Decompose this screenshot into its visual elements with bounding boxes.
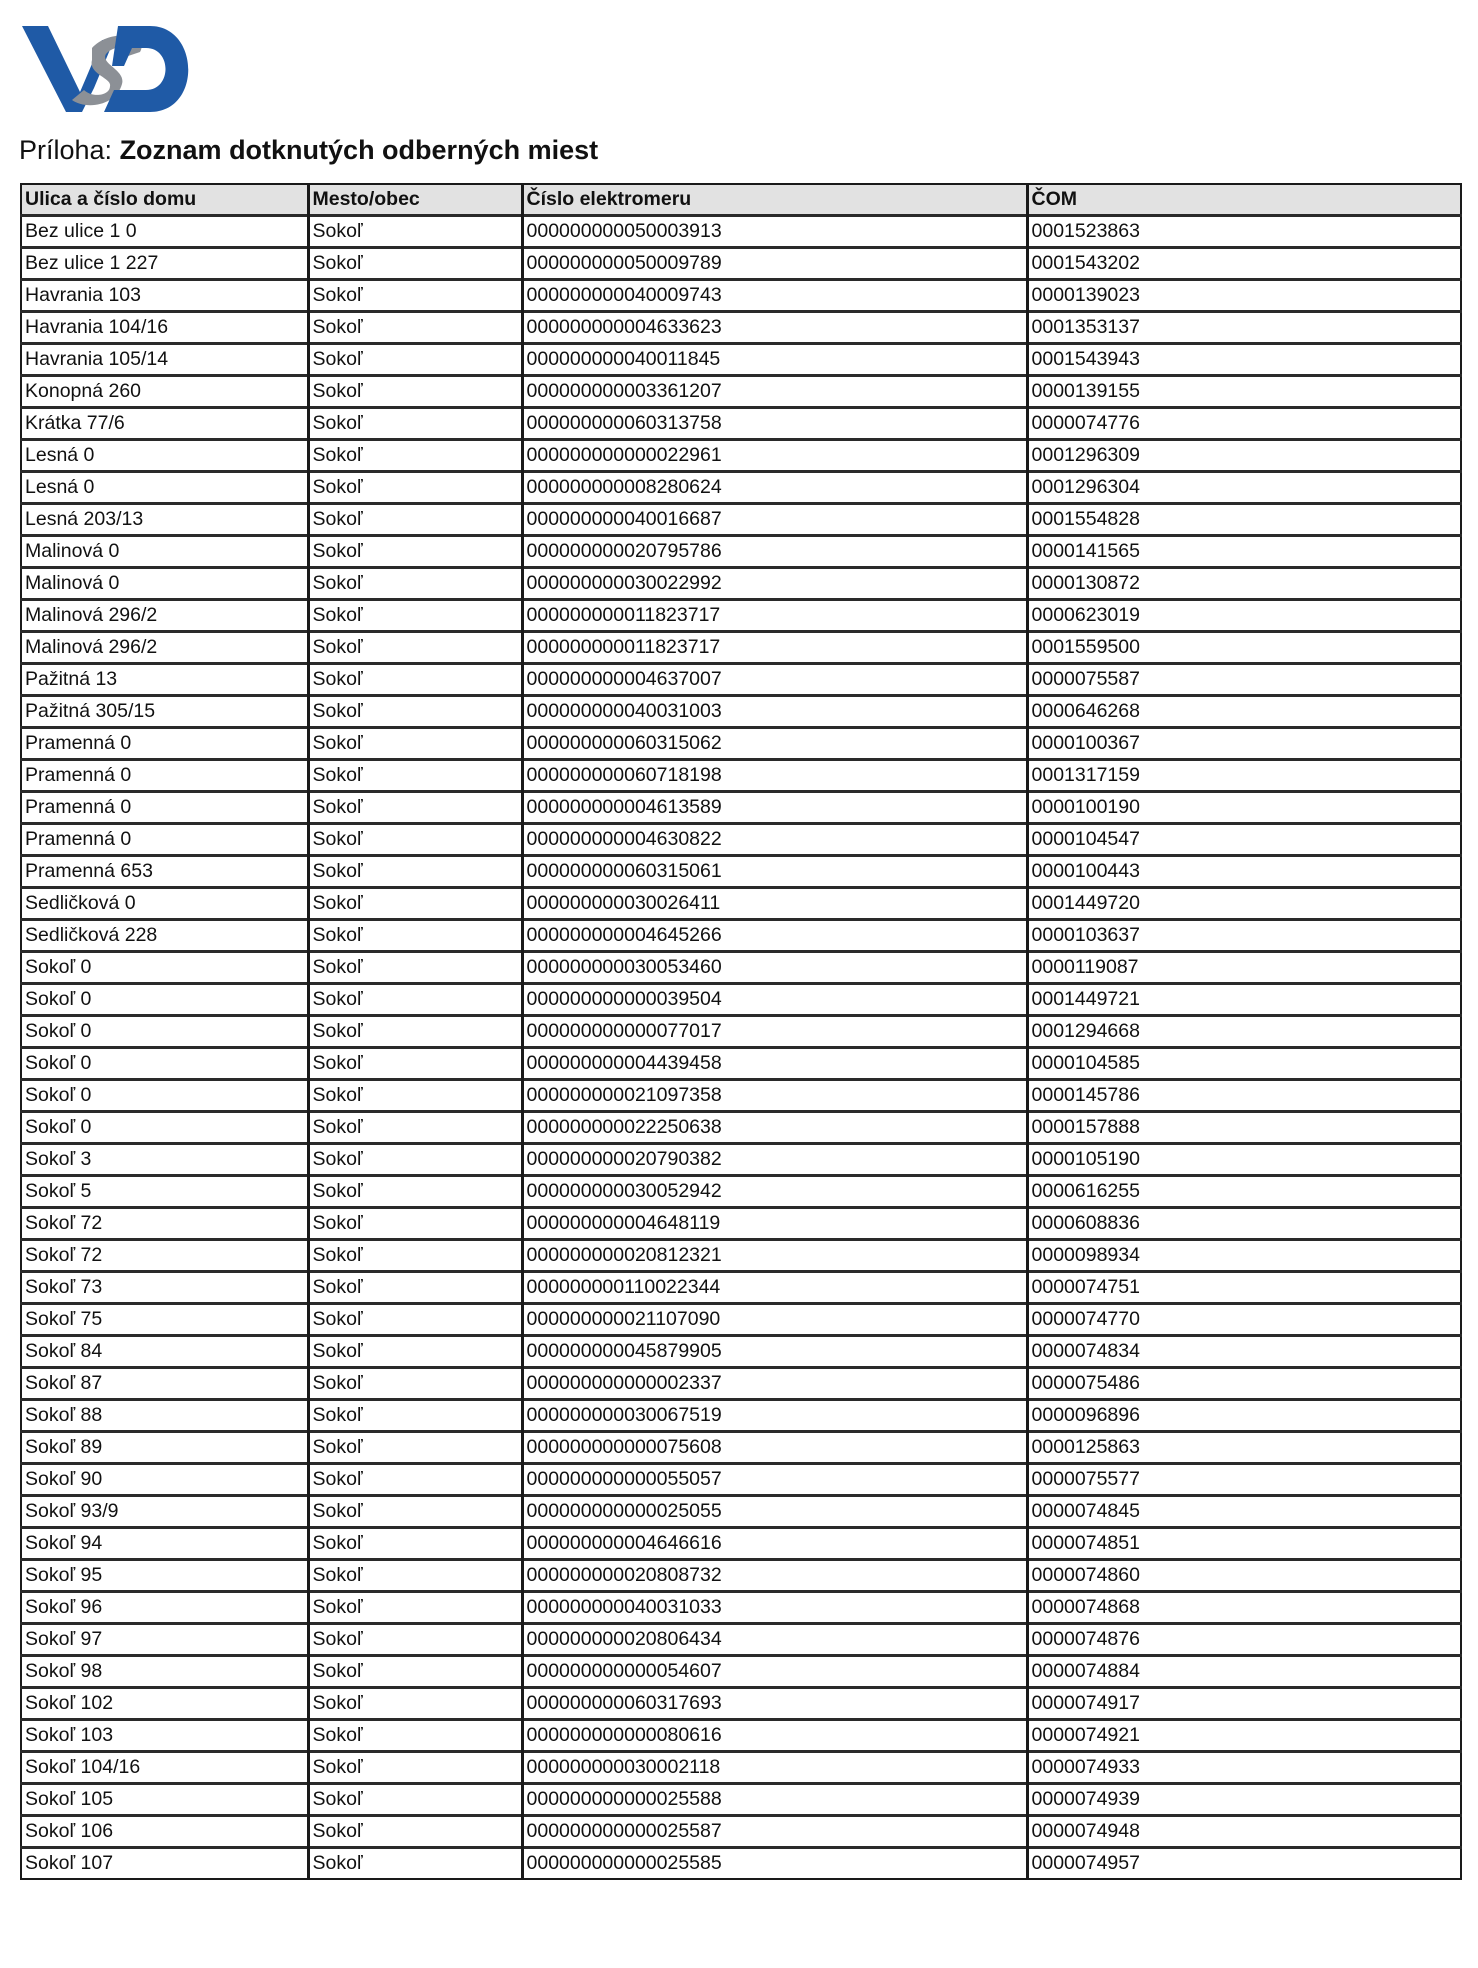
cell-town: Sokoľ [308,760,522,792]
cell-town: Sokoľ [308,632,522,664]
table-row [21,344,1461,376]
cell-street: Pramenná 653 [21,856,308,888]
title-prefix: Príloha: [19,135,120,165]
cell-com: 0000074751 [1027,1272,1461,1304]
logo-d-shape [104,26,188,112]
vsd-logo [22,18,198,116]
cell-town: Sokoľ [308,728,522,760]
table-row [21,440,1461,472]
table-row [21,1464,1461,1496]
cell-meter-number: 000000000050009789 [522,248,1027,280]
column-header-com: ČOM [1027,184,1461,216]
cell-meter-number: 000000000110022344 [522,1272,1027,1304]
cell-town: Sokoľ [308,1528,522,1560]
table-row [21,312,1461,344]
cell-com: 0001449721 [1027,984,1461,1016]
table-row [21,664,1461,696]
cell-town: Sokoľ [308,1624,522,1656]
cell-meter-number: 000000000000025585 [522,1848,1027,1880]
cell-town: Sokoľ [308,1720,522,1752]
cell-town: Sokoľ [308,1368,522,1400]
cell-street: Sokoľ 97 [21,1624,308,1656]
cell-street: Sokoľ 103 [21,1720,308,1752]
cell-street: Pramenná 0 [21,792,308,824]
cell-meter-number: 000000000000002337 [522,1368,1027,1400]
cell-town: Sokoľ [308,824,522,856]
table-row [21,1080,1461,1112]
cell-town: Sokoľ [308,1240,522,1272]
cell-street: Sokoľ 95 [21,1560,308,1592]
cell-town: Sokoľ [308,568,522,600]
table-row [21,792,1461,824]
cell-town: Sokoľ [308,856,522,888]
cell-town: Sokoľ [308,408,522,440]
cell-com: 0001353137 [1027,312,1461,344]
cell-com: 0000100190 [1027,792,1461,824]
cell-meter-number: 000000000030053460 [522,952,1027,984]
table-row [21,1784,1461,1816]
cell-meter-number: 000000000020808732 [522,1560,1027,1592]
cell-meter-number: 000000000004648119 [522,1208,1027,1240]
table-row [21,1656,1461,1688]
table-row [21,536,1461,568]
cell-town: Sokoľ [308,1592,522,1624]
table-row [21,1592,1461,1624]
cell-meter-number: 000000000011823717 [522,632,1027,664]
cell-town: Sokoľ [308,920,522,952]
cell-town: Sokoľ [308,1560,522,1592]
cell-street: Sokoľ 72 [21,1240,308,1272]
cell-com: 0000075587 [1027,664,1461,696]
cell-meter-number: 000000000060718198 [522,760,1027,792]
cell-meter-number: 000000000004630822 [522,824,1027,856]
cell-meter-number: 000000000045879905 [522,1336,1027,1368]
cell-meter-number: 000000000000022961 [522,440,1027,472]
cell-meter-number: 000000000022250638 [522,1112,1027,1144]
table-row [21,728,1461,760]
cell-meter-number: 000000000030052942 [522,1176,1027,1208]
cell-meter-number: 000000000060317693 [522,1688,1027,1720]
table-row [21,632,1461,664]
cell-com: 0000104585 [1027,1048,1461,1080]
cell-street: Sokoľ 0 [21,984,308,1016]
table-row [21,216,1461,248]
cell-street: Sokoľ 104/16 [21,1752,308,1784]
table-row [21,408,1461,440]
table-row [21,984,1461,1016]
cell-street: Sedličková 228 [21,920,308,952]
cell-town: Sokoľ [308,792,522,824]
cell-meter-number: 000000000000025588 [522,1784,1027,1816]
cell-meter-number: 000000000030067519 [522,1400,1027,1432]
cell-com: 0000074933 [1027,1752,1461,1784]
cell-street: Lesná 0 [21,472,308,504]
cell-com: 0000074917 [1027,1688,1461,1720]
cell-meter-number: 000000000003361207 [522,376,1027,408]
cell-meter-number: 000000000050003913 [522,216,1027,248]
cell-street: Sokoľ 3 [21,1144,308,1176]
cell-town: Sokoľ [308,504,522,536]
cell-meter-number: 000000000020795786 [522,536,1027,568]
cell-meter-number: 000000000008280624 [522,472,1027,504]
cell-meter-number: 000000000040031033 [522,1592,1027,1624]
cell-town: Sokoľ [308,1176,522,1208]
cell-meter-number: 000000000004637007 [522,664,1027,696]
cell-meter-number: 000000000000054607 [522,1656,1027,1688]
cell-com: 0000074770 [1027,1304,1461,1336]
cell-town: Sokoľ [308,1400,522,1432]
cell-com: 0000616255 [1027,1176,1461,1208]
table-row [21,920,1461,952]
cell-town: Sokoľ [308,1208,522,1240]
cell-town: Sokoľ [308,984,522,1016]
cell-meter-number: 000000000000075608 [522,1432,1027,1464]
cell-town: Sokoľ [308,472,522,504]
cell-com: 0001317159 [1027,760,1461,792]
cell-com: 0001543943 [1027,344,1461,376]
cell-town: Sokoľ [308,664,522,696]
table-row [21,1208,1461,1240]
cell-com: 0000104547 [1027,824,1461,856]
table-row [21,760,1461,792]
cell-com: 0000130872 [1027,568,1461,600]
cell-meter-number: 000000000020806434 [522,1624,1027,1656]
table-row [21,472,1461,504]
cell-town: Sokoľ [308,440,522,472]
column-header-street: Ulica a číslo domu [21,184,308,216]
cell-street: Sokoľ 107 [21,1848,308,1880]
cell-town: Sokoľ [308,1336,522,1368]
cell-town: Sokoľ [308,280,522,312]
cell-com: 0000074776 [1027,408,1461,440]
table-row [21,1496,1461,1528]
cell-street: Malinová 296/2 [21,600,308,632]
affected-delivery-points-table [20,183,1462,1880]
table-row [21,1528,1461,1560]
cell-com: 0000074921 [1027,1720,1461,1752]
cell-town: Sokoľ [308,1496,522,1528]
cell-com: 0000074868 [1027,1592,1461,1624]
table-row [21,1432,1461,1464]
cell-town: Sokoľ [308,1656,522,1688]
cell-meter-number: 000000000040011845 [522,344,1027,376]
cell-street: Sokoľ 87 [21,1368,308,1400]
table-row [21,1272,1461,1304]
cell-meter-number: 000000000004646616 [522,1528,1027,1560]
cell-meter-number: 000000000060313758 [522,408,1027,440]
cell-com: 0000125863 [1027,1432,1461,1464]
cell-meter-number: 000000000060315062 [522,728,1027,760]
table-row [21,1336,1461,1368]
page-title [19,130,598,170]
cell-com: 0000119087 [1027,952,1461,984]
cell-com: 0000141565 [1027,536,1461,568]
cell-street: Malinová 0 [21,568,308,600]
cell-meter-number: 000000000020812321 [522,1240,1027,1272]
table-row [21,856,1461,888]
cell-town: Sokoľ [308,536,522,568]
table-row [21,1240,1461,1272]
cell-meter-number: 000000000000025055 [522,1496,1027,1528]
cell-meter-number: 000000000000055057 [522,1464,1027,1496]
cell-street: Sokoľ 0 [21,1016,308,1048]
cell-town: Sokoľ [308,1688,522,1720]
cell-town: Sokoľ [308,312,522,344]
cell-town: Sokoľ [308,1112,522,1144]
table-row [21,1816,1461,1848]
cell-street: Sokoľ 5 [21,1176,308,1208]
table-row [21,376,1461,408]
cell-street: Pažitná 305/15 [21,696,308,728]
cell-com: 0000074845 [1027,1496,1461,1528]
cell-meter-number: 000000000030002118 [522,1752,1027,1784]
cell-com: 0000074884 [1027,1656,1461,1688]
cell-com: 0000096896 [1027,1400,1461,1432]
cell-com: 0001449720 [1027,888,1461,920]
cell-street: Pramenná 0 [21,760,308,792]
table-row [21,1016,1461,1048]
cell-town: Sokoľ [308,1272,522,1304]
cell-street: Sokoľ 96 [21,1592,308,1624]
table-row [21,1144,1461,1176]
cell-com: 0000074834 [1027,1336,1461,1368]
cell-com: 0000139023 [1027,280,1461,312]
cell-town: Sokoľ [308,216,522,248]
cell-meter-number: 000000000030026411 [522,888,1027,920]
cell-town: Sokoľ [308,1848,522,1880]
cell-town: Sokoľ [308,952,522,984]
cell-com: 0000623019 [1027,600,1461,632]
cell-street: Havrania 104/16 [21,312,308,344]
table-body [21,216,1461,1880]
cell-meter-number: 000000000040009743 [522,280,1027,312]
cell-com: 0000105190 [1027,1144,1461,1176]
cell-street: Sokoľ 0 [21,1112,308,1144]
cell-com: 0000100367 [1027,728,1461,760]
table-row [21,568,1461,600]
table-row [21,600,1461,632]
cell-town: Sokoľ [308,1304,522,1336]
column-header-meter-number: Číslo elektromeru [522,184,1027,216]
table-row [21,952,1461,984]
cell-town: Sokoľ [308,1048,522,1080]
title-main: Zoznam dotknutých odberných miest [119,135,599,165]
cell-meter-number: 000000000000039504 [522,984,1027,1016]
cell-street: Sokoľ 89 [21,1432,308,1464]
table-row [21,1304,1461,1336]
cell-meter-number: 000000000020790382 [522,1144,1027,1176]
cell-street: Pramenná 0 [21,728,308,760]
cell-street: Sokoľ 0 [21,1048,308,1080]
cell-street: Sokoľ 73 [21,1272,308,1304]
cell-com: 0001543202 [1027,248,1461,280]
cell-street: Havrania 103 [21,280,308,312]
cell-com: 0000098934 [1027,1240,1461,1272]
cell-town: Sokoľ [308,376,522,408]
cell-street: Havrania 105/14 [21,344,308,376]
table-row [21,1048,1461,1080]
cell-com: 0000074876 [1027,1624,1461,1656]
table-row [21,1400,1461,1432]
cell-street: Bez ulice 1 0 [21,216,308,248]
cell-town: Sokoľ [308,1144,522,1176]
table-row [21,1720,1461,1752]
cell-com: 0000074939 [1027,1784,1461,1816]
cell-com: 0001554828 [1027,504,1461,536]
cell-street: Lesná 0 [21,440,308,472]
cell-com: 0001559500 [1027,632,1461,664]
cell-meter-number: 000000000030022992 [522,568,1027,600]
cell-town: Sokoľ [308,248,522,280]
cell-com: 0000145786 [1027,1080,1461,1112]
table-row [21,1176,1461,1208]
table-row [21,248,1461,280]
table-row [21,1112,1461,1144]
cell-street: Sokoľ 88 [21,1400,308,1432]
cell-town: Sokoľ [308,696,522,728]
cell-street: Sokoľ 75 [21,1304,308,1336]
cell-town: Sokoľ [308,1432,522,1464]
cell-com: 0000646268 [1027,696,1461,728]
table-row [21,1368,1461,1400]
cell-street: Sokoľ 106 [21,1816,308,1848]
cell-street: Sokoľ 0 [21,952,308,984]
cell-street: Lesná 203/13 [21,504,308,536]
cell-meter-number: 000000000004633623 [522,312,1027,344]
cell-com: 0001296304 [1027,472,1461,504]
table-row [21,1624,1461,1656]
cell-street: Malinová 0 [21,536,308,568]
cell-street: Sokoľ 90 [21,1464,308,1496]
cell-town: Sokoľ [308,888,522,920]
column-header-town: Mesto/obec [308,184,522,216]
cell-street: Malinová 296/2 [21,632,308,664]
cell-meter-number: 000000000004645266 [522,920,1027,952]
cell-street: Sokoľ 93/9 [21,1496,308,1528]
table-row [21,696,1461,728]
cell-com: 0000074957 [1027,1848,1461,1880]
cell-meter-number: 000000000060315061 [522,856,1027,888]
cell-com: 0000157888 [1027,1112,1461,1144]
cell-street: Krátka 77/6 [21,408,308,440]
cell-com: 0001294668 [1027,1016,1461,1048]
table-row [21,504,1461,536]
table-row [21,1560,1461,1592]
cell-town: Sokoľ [308,1464,522,1496]
cell-town: Sokoľ [308,1080,522,1112]
cell-meter-number: 000000000040016687 [522,504,1027,536]
cell-town: Sokoľ [308,1816,522,1848]
cell-meter-number: 000000000000080616 [522,1720,1027,1752]
cell-street: Konopná 260 [21,376,308,408]
table-row [21,824,1461,856]
cell-street: Sokoľ 0 [21,1080,308,1112]
cell-com: 0001296309 [1027,440,1461,472]
cell-street: Pramenná 0 [21,824,308,856]
cell-com: 0001523863 [1027,216,1461,248]
cell-street: Sokoľ 84 [21,1336,308,1368]
cell-com: 0000074860 [1027,1560,1461,1592]
cell-com: 0000139155 [1027,376,1461,408]
cell-meter-number: 000000000000077017 [522,1016,1027,1048]
cell-meter-number: 000000000000025587 [522,1816,1027,1848]
cell-meter-number: 000000000040031003 [522,696,1027,728]
cell-com: 0000075577 [1027,1464,1461,1496]
cell-street: Sokoľ 102 [21,1688,308,1720]
cell-town: Sokoľ [308,1752,522,1784]
cell-town: Sokoľ [308,600,522,632]
cell-town: Sokoľ [308,344,522,376]
cell-com: 0000608836 [1027,1208,1461,1240]
table-row [21,888,1461,920]
table-header-row [21,184,1461,216]
table-row [21,1752,1461,1784]
cell-meter-number: 000000000004613589 [522,792,1027,824]
cell-street: Bez ulice 1 227 [21,248,308,280]
cell-street: Sokoľ 94 [21,1528,308,1560]
cell-street: Pažitná 13 [21,664,308,696]
cell-street: Sokoľ 98 [21,1656,308,1688]
table-row [21,1688,1461,1720]
cell-meter-number: 000000000004439458 [522,1048,1027,1080]
cell-com: 0000074948 [1027,1816,1461,1848]
cell-street: Sedličková 0 [21,888,308,920]
cell-town: Sokoľ [308,1016,522,1048]
cell-town: Sokoľ [308,1784,522,1816]
cell-street: Sokoľ 105 [21,1784,308,1816]
cell-meter-number: 000000000021107090 [522,1304,1027,1336]
cell-com: 0000075486 [1027,1368,1461,1400]
table-row [21,1848,1461,1880]
cell-com: 0000074851 [1027,1528,1461,1560]
cell-meter-number: 000000000021097358 [522,1080,1027,1112]
cell-com: 0000100443 [1027,856,1461,888]
cell-com: 0000103637 [1027,920,1461,952]
cell-meter-number: 000000000011823717 [522,600,1027,632]
table-row [21,280,1461,312]
cell-street: Sokoľ 72 [21,1208,308,1240]
